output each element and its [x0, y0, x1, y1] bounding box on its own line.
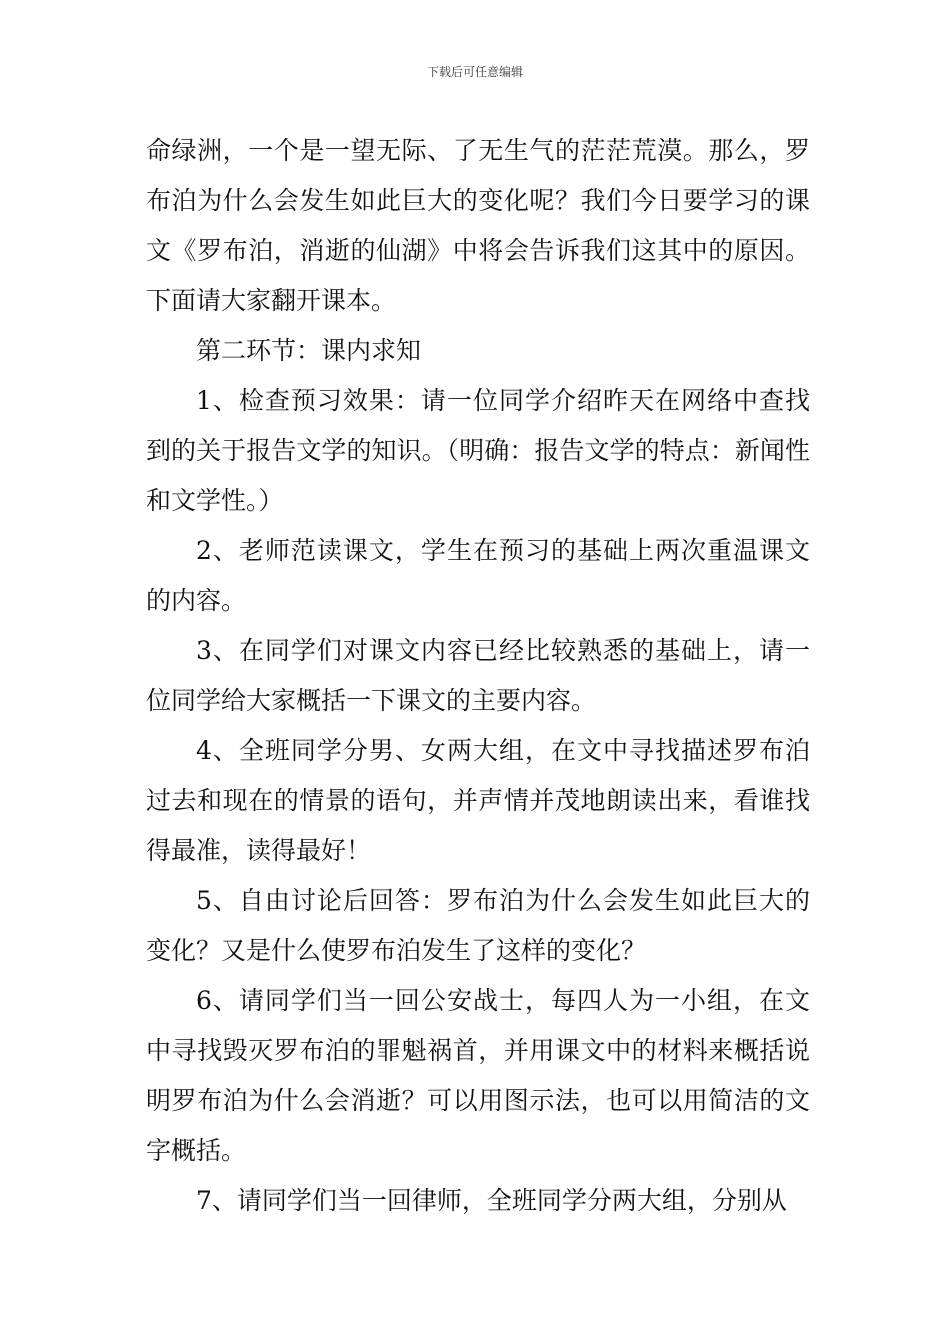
list-item-6: 6、请同学们当一回公安战士，每四人为一小组，在文中寻找毁灭罗布泊的罪魁祸首，并用课文中的材料来概括说明罗布泊为什么会消逝？可以用图示法，也可以用简洁的文字概括。	[146, 986, 810, 1165]
list-item-1: 1、检查预习效果：请一位同学介绍昨天在网络中查找到的关于报告文学的知识。（明确：报告文学的特点：新闻性和文学性。）	[146, 386, 810, 515]
list-item-7: 7、请同学们当一回律师，全班同学分两大组，分别从	[196, 1186, 787, 1215]
paragraph-continuation: 命绿洲，一个是一望无际、了无生气的茫茫荒漠。那么，罗布泊为什么会发生如此巨大的变化呢？我们今日要学习的课文《罗布泊，消逝的仙湖》中将会告诉我们这其中的原因。下面请大家翻开课本。	[146, 136, 810, 315]
list-item-2: 2、老师范读课文，学生在预习的基础上两次重温课文的内容。	[146, 536, 810, 615]
document-body	[146, 126, 810, 1226]
list-item-4: 4、全班同学分男、女两大组，在文中寻找描述罗布泊过去和现在的情景的语句，并声情并茂地朗读出来，看谁找得最准，读得最好！	[146, 736, 810, 865]
list-item-5: 5、自由讨论后回答：罗布泊为什么会发生如此巨大的变化？又是什么使罗布泊发生了这样的变化？	[146, 886, 810, 965]
section-heading: 第二环节：课内求知	[196, 336, 422, 365]
page-header: 下载后可任意编辑	[426, 65, 523, 79]
list-item-3: 3、在同学们对课文内容已经比较熟悉的基础上，请一位同学给大家概括一下课文的主要内容。	[146, 636, 810, 715]
